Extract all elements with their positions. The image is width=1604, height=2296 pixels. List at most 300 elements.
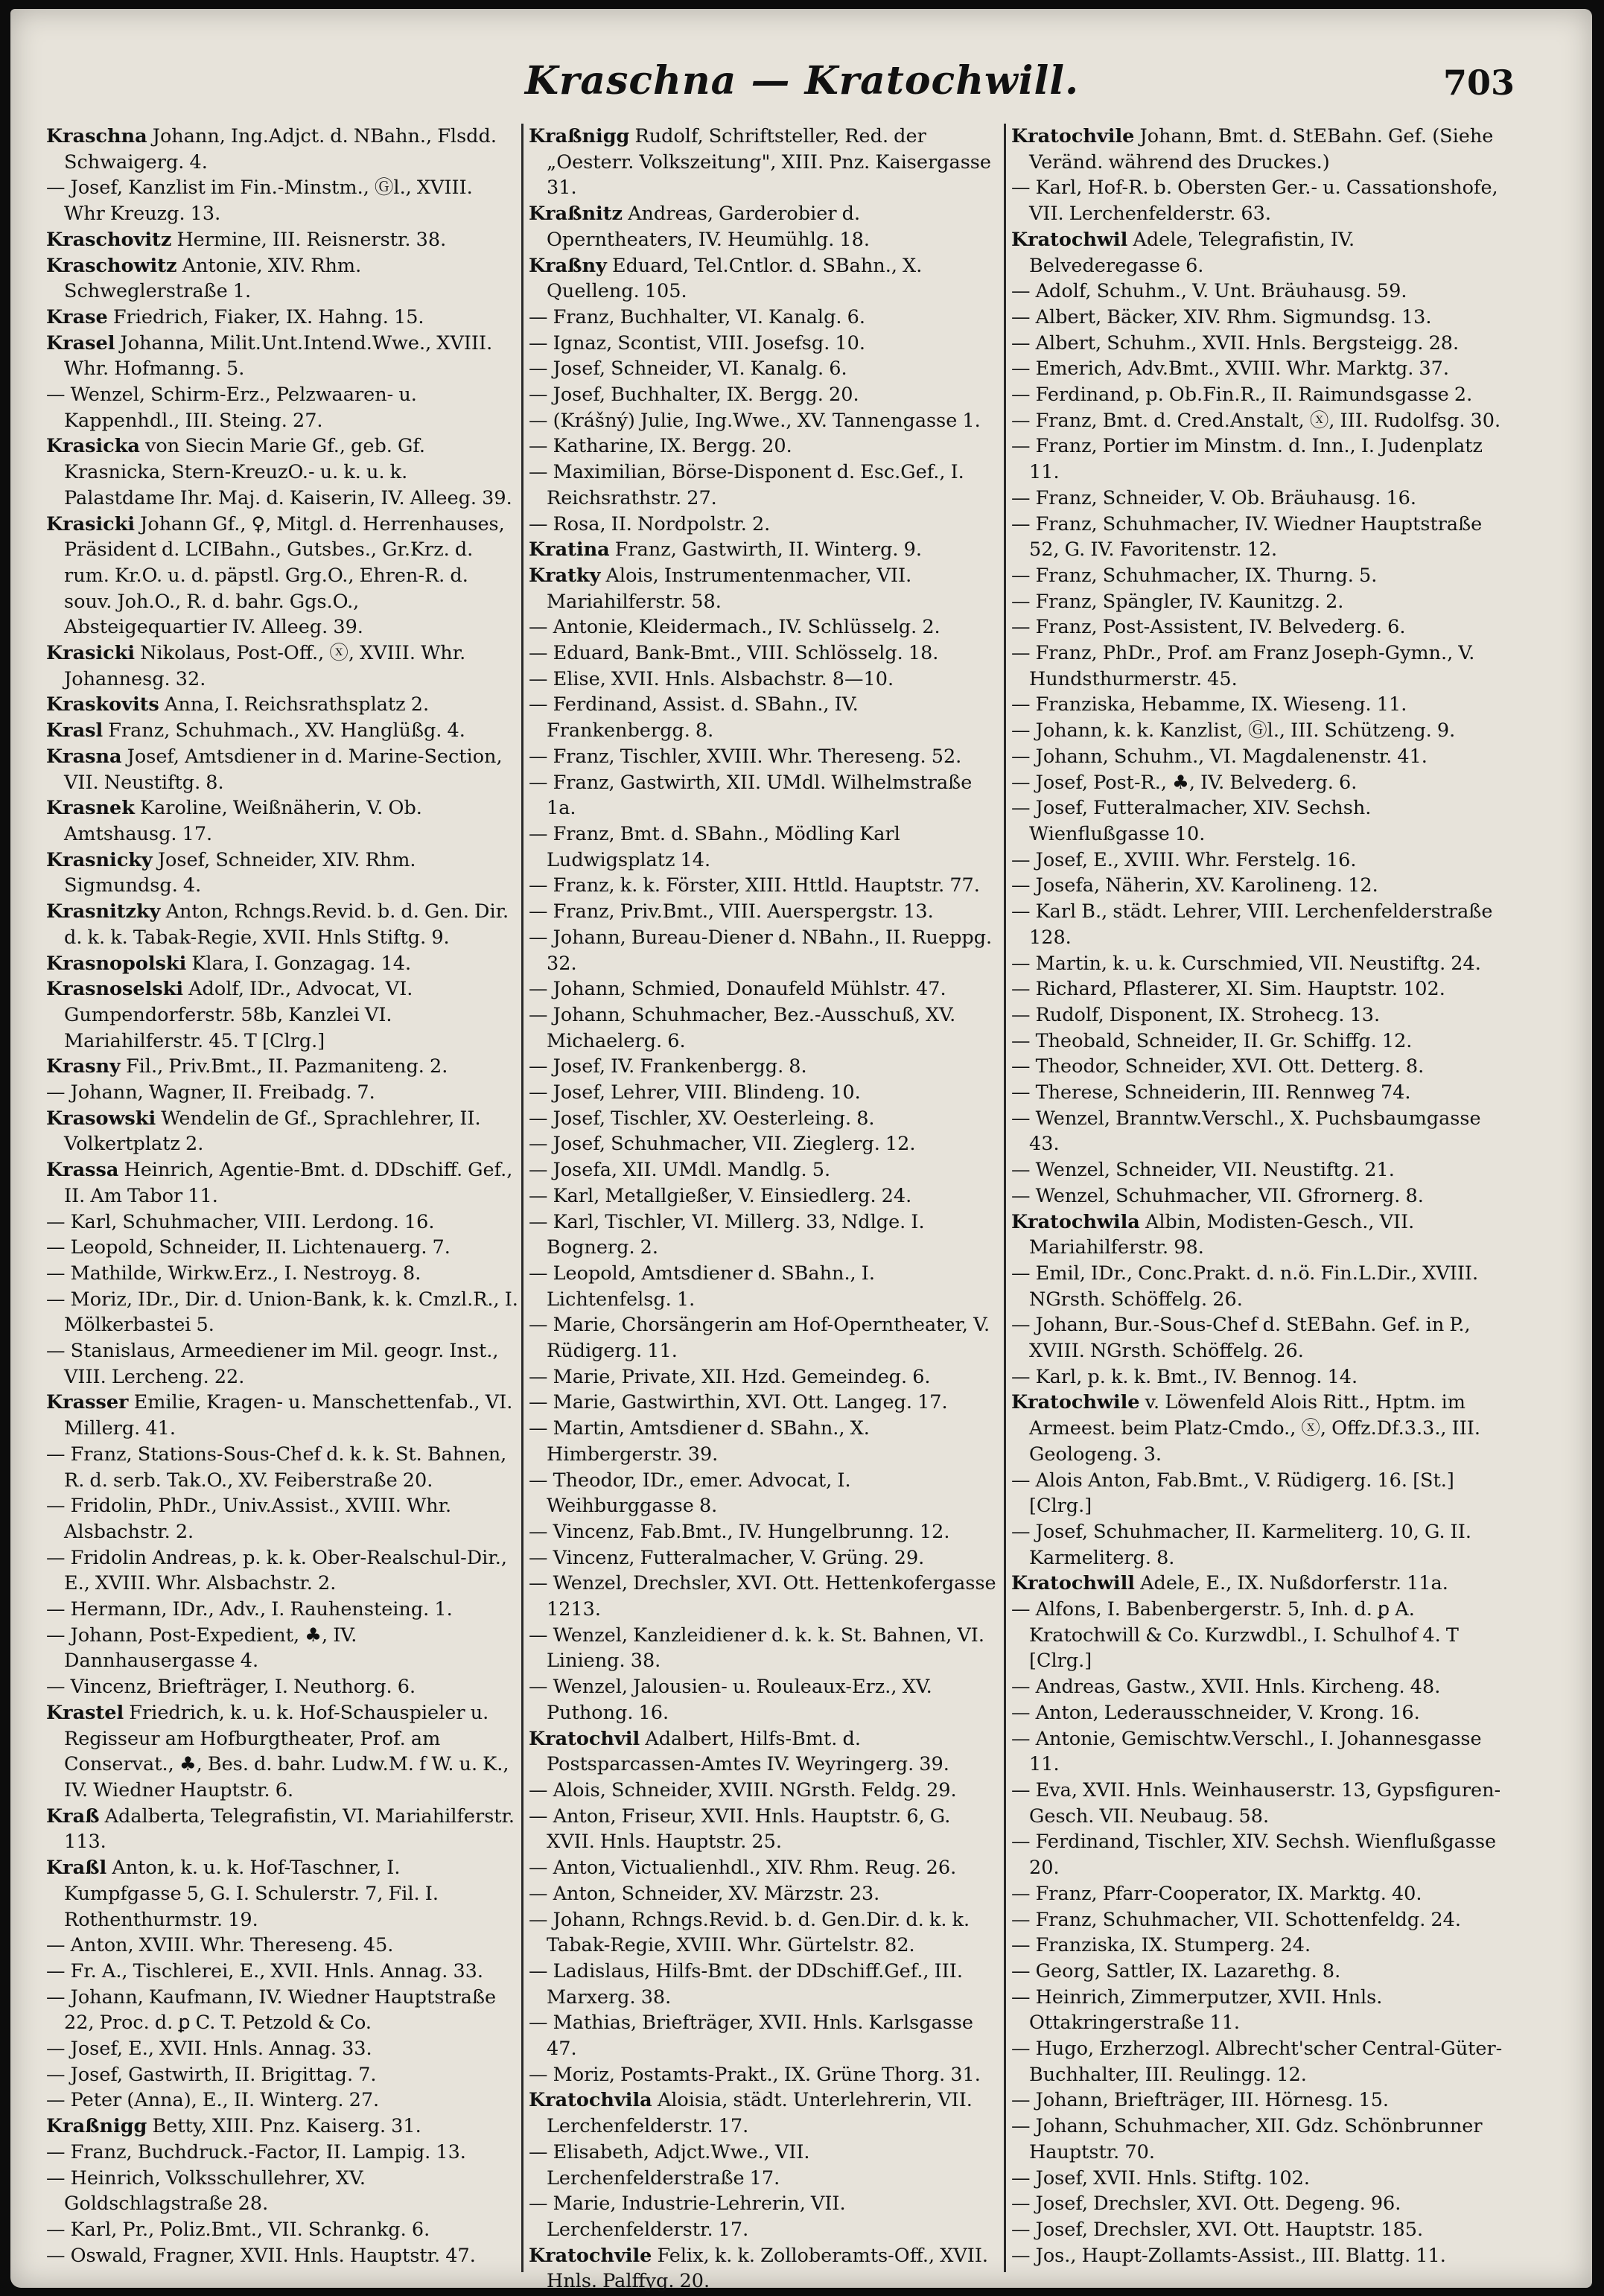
directory-entry — [1011, 1028, 1503, 1055]
entry-text: — Franz, PhDr., Prof. am Franz Joseph-Gymn., V. Hundsthurmerstr. 45. — [1011, 642, 1475, 690]
entry-text: — Johann, Schmied, Donaufeld Mühlstr. 47. — [529, 978, 946, 1001]
directory-entry — [529, 1312, 999, 1364]
directory-entry — [1011, 640, 1503, 692]
directory-entry — [46, 331, 518, 382]
entry-text: — Karl, Schuhmacher, VIII. Lerdong. 16. — [46, 1210, 435, 1233]
directory-entry — [529, 1416, 999, 1467]
entry-surname: Krassa — [46, 1159, 119, 1182]
entry-text: — Hermann, IDr., Adv., I. Rauhensteing. 1. — [46, 1598, 453, 1621]
directory-entry — [1011, 1726, 1503, 1778]
directory-entry — [1011, 1364, 1503, 1390]
directory-entry — [529, 537, 999, 563]
entry-text: — Heinrich, Volksschullehrer, XV. Goldschlagstraße 28. — [46, 2166, 366, 2216]
directory-entry — [46, 1442, 518, 1493]
entry-text: Fil., Priv.Bmt., II. Pazmaniteng. 2. — [125, 1055, 448, 1078]
entry-text: — Vincenz, Briefträger, I. Neuthorg. 6. — [46, 1676, 416, 1699]
directory-entry — [46, 976, 518, 1054]
entry-text: — Josef, Drechsler, XVI. Ott. Hauptstr. 185. — [1011, 2218, 1424, 2241]
entry-text: — Theodor, IDr., emer. Advocat, I. Weihburggasse 8. — [529, 1469, 851, 1518]
entry-surname: Kratochwile — [1011, 1391, 1140, 1414]
directory-entry — [1011, 1002, 1503, 1028]
directory-entry — [1011, 718, 1503, 744]
directory-entry — [1011, 227, 1503, 279]
entry-text: — Alois Anton, Fab.Bmt., V. Rüdigerg. 16. [St.] [Clrg.] — [1011, 1469, 1454, 1518]
directory-entry — [529, 1778, 999, 1804]
directory-entry — [46, 1209, 518, 1236]
entry-text: — Franz, Post-Assistent, IV. Belvederg. 6. — [1011, 616, 1406, 639]
directory-entry — [529, 382, 999, 408]
directory-entry — [1011, 1468, 1503, 1519]
entry-text: — Ferdinand, p. Ob.Fin.R., II. Raimundsgasse 2. — [1011, 384, 1473, 407]
entry-surname: Krase — [46, 305, 108, 328]
directory-column-2 — [529, 124, 999, 2293]
directory-entry — [46, 1597, 518, 1623]
entry-text: — Franz, Schuhmacher, IX. Thurng. 5. — [1011, 564, 1378, 587]
entry-text: Eduard, Tel.Cntlor. d. SBahn., X. Quelleng. 105. — [547, 254, 923, 303]
entry-text: Wendelin de Gf., Sprachlehrer, II. Volkertplatz 2. — [64, 1107, 481, 1156]
directory-entry — [529, 1183, 999, 1209]
entry-surname: Krasny — [46, 1055, 121, 1078]
directory-entry — [1011, 1106, 1503, 1157]
directory-entry — [1011, 2087, 1503, 2114]
directory-entry — [529, 2243, 999, 2295]
directory-entry — [1011, 951, 1503, 977]
entry-surname: Krasel — [46, 331, 115, 354]
entry-text: — Anton, Lederausschneider, V. Krong. 16. — [1011, 1701, 1420, 1724]
directory-column-3 — [1011, 124, 1503, 2276]
directory-entry — [529, 253, 999, 305]
directory-entry — [1011, 382, 1503, 408]
entry-text: Johanna, Milit.Unt.Intend.Wwe., XVIII. Whr. Hofmanng. 5. — [64, 331, 493, 381]
entry-text: — Peter (Anna), E., II. Winterg. 27. — [46, 2089, 380, 2112]
entry-surname: Krasnitzky — [46, 900, 161, 923]
entry-text: — Wenzel, Schuhmacher, VII. Gfrornerg. 8. — [1011, 1184, 1424, 1207]
directory-entry — [529, 1080, 999, 1106]
directory-entry — [529, 1157, 999, 1183]
directory-entry — [46, 305, 518, 331]
directory-entry — [1011, 1571, 1503, 1597]
directory-entry — [529, 770, 999, 821]
entry-text: — Martin, Amtsdiener d. SBahn., X. Himbergerstr. 39. — [529, 1417, 870, 1466]
directory-entry — [1011, 1390, 1503, 1467]
directory-entry — [529, 2010, 999, 2061]
directory-entry — [529, 1855, 999, 1881]
directory-entry — [46, 227, 518, 253]
directory-entry — [529, 976, 999, 1002]
entry-text: — Emil, IDr., Conc.Prakt. d. n.ö. Fin.L.Dir., XVIII. NGrsth. Schöffelg. 26. — [1011, 1262, 1479, 1311]
entry-surname: Krasicki — [46, 642, 136, 665]
entry-text: — Franz, Spängler, IV. Kaunitzg. 2. — [1011, 590, 1344, 613]
entry-text: — Vincenz, Futteralmacher, V. Grüng. 29. — [529, 1546, 925, 1569]
entry-text: — Anton, Friseur, XVII. Hnls. Hauptstr. 6, G. XVII. Hnls. Hauptstr. 25. — [529, 1804, 951, 1854]
entry-text: — (Krášný) Julie, Ing.Wwe., XV. Tannengasse 1. — [529, 409, 981, 432]
entry-text: — Elise, XVII. Hnls. Alsbachstr. 8—10. — [529, 667, 894, 690]
entry-text: Johann Gf., ♀, Mitgl. d. Herrenhauses, Präsident d. LCIBahn., Gutsbes., Gr.Krz. d. rum. Kr.O. u. d. päpstl. Grg.O., Ehren-R. d. souv. Joh.O., R. d. bahr. Ggs.O., Absteigequartier IV. Alleeg. 39. — [64, 512, 505, 639]
directory-entry — [529, 1519, 999, 1545]
entry-text: Friedrich, Fiaker, IX. Hahng. 15. — [112, 305, 424, 328]
directory-entry — [529, 1907, 999, 1959]
entry-text: — Franz, Stations-Sous-Chef d. k. k. St. Bahnen, R. d. serb. Tak.O., XV. Feiberstraße 20. — [46, 1443, 507, 1492]
directory-entry — [1011, 770, 1503, 796]
entry-surname: Krasser — [46, 1391, 129, 1414]
entry-text: Adalberta, Telegrafistin, VI. Mariahilferstr. 113. — [64, 1804, 515, 1854]
directory-entry — [46, 2114, 518, 2140]
directory-entry — [1011, 563, 1503, 589]
directory-entry — [1011, 1985, 1503, 2036]
entry-text: von Siecin Marie Gf., geb. Gf. Krasnicka, Stern-KreuzO.- u. k. u. k. Palastdame Ihr. Maj. d. Kaiserin, IV. Alleeg. 39. — [64, 435, 512, 509]
entry-text: — Elisabeth, Adjct.Wwe., VII. Lerchenfelderstraße 17. — [529, 2140, 810, 2190]
directory-entry — [529, 305, 999, 331]
directory-entry — [529, 1261, 999, 1312]
directory-entry — [1011, 795, 1503, 847]
directory-entry — [529, 640, 999, 667]
entry-surname: Kratochvil — [529, 1727, 640, 1750]
directory-entry — [1011, 848, 1503, 874]
directory-entry — [1011, 1054, 1503, 1080]
entry-text: — Leopold, Amtsdiener d. SBahn., I. Lichtenfelsg. 1. — [529, 1262, 875, 1311]
directory-entry — [1011, 899, 1503, 950]
entry-text: — Hugo, Erzherzogl. Albrecht'scher Central-Güter-Buchhalter, III. Reulingg. 12. — [1011, 2038, 1503, 2086]
entry-text: — Wenzel, Schneider, VII. Neustiftg. 21. — [1011, 1159, 1395, 1182]
directory-entry — [529, 1959, 999, 2010]
directory-entry — [46, 1106, 518, 1157]
directory-entry — [1011, 1778, 1503, 1829]
entry-text: Josef, Amtsdiener in d. Marine-Section, VII. Neustiftg. 8. — [64, 745, 503, 794]
entry-text: — Albert, Bäcker, XIV. Rhm. Sigmundsg. 13. — [1011, 305, 1432, 328]
entry-surname: Krasnoselski — [46, 978, 184, 1001]
entry-text: — Georg, Sattler, IX. Lazarethg. 8. — [1011, 1959, 1341, 1982]
directory-entry — [46, 1623, 518, 1674]
entry-text: — Josef, Lehrer, VIII. Blindeng. 10. — [529, 1081, 861, 1104]
entry-text: — Wenzel, Schirm-Erz., Pelzwaaren- u. Kappenhdl., III. Steing. 27. — [46, 384, 417, 432]
directory-entry — [529, 1364, 999, 1390]
entry-text: — Marie, Industrie-Lehrerin, VII. Lerchenfelderstr. 17. — [529, 2192, 846, 2241]
directory-entry — [46, 1157, 518, 1209]
directory-entry — [46, 175, 518, 226]
entry-surname: Kratochwila — [1011, 1210, 1140, 1233]
entry-text: — Johann, Schuhmacher, Bez.-Ausschuß, XV. Michaelerg. 6. — [529, 1003, 956, 1052]
directory-entry — [529, 1054, 999, 1080]
directory-entry — [529, 1390, 999, 1416]
directory-entry — [46, 1933, 518, 1959]
entry-text: — Stanislaus, Armeediener im Mil. geogr. Inst., VIII. Lercheng. 22. — [46, 1340, 499, 1388]
entry-text: — Moriz, Postamts-Prakt., IX. Grüne Thorg. 31. — [529, 2063, 981, 2086]
directory-entry — [529, 1545, 999, 1571]
directory-entry — [46, 951, 518, 977]
directory-entry — [46, 1338, 518, 1390]
directory-entry — [529, 201, 999, 252]
entry-text: Franz, Gastwirth, II. Winterg. 9. — [614, 538, 922, 562]
directory-entry — [1011, 873, 1503, 899]
entry-surname: Krasnek — [46, 797, 135, 820]
entry-text: Anton, k. u. k. Hof-Taschner, I. Kumpfgasse 5, G. I. Schulerstr. 7, Fil. I. Rothenthurmstr. 19. — [64, 1857, 439, 1931]
directory-entry — [529, 2062, 999, 2088]
directory-entry — [1011, 1080, 1503, 1106]
entry-text: — Josef, Kanzlist im Fin.-Minstm., Ⓖl., XVIII. Whr Kreuzg. 13. — [46, 177, 473, 226]
directory-entry — [1011, 1261, 1503, 1312]
entry-text: Adalbert, Hilfs-Bmt. d. Postsparcassen-Amtes IV. Weyringerg. 39. — [547, 1727, 949, 1776]
entry-text: — Leopold, Schneider, II. Lichtenauerg. 7. — [46, 1236, 451, 1259]
entry-text: — Josef, Post-R., ♣, IV. Belvederg. 6. — [1011, 771, 1358, 794]
entry-text: Friedrich, k. u. k. Hof-Schauspieler u. Regisseur am Hofburgtheater, Prof. am Conservat., ♣, Bes. d. bahr. Ludw.M. f W. u. K., IV. Wiedner Hauptstr. 6. — [64, 1701, 509, 1801]
directory-entry — [1011, 433, 1503, 485]
directory-entry — [46, 1855, 518, 1933]
directory-entry — [529, 1881, 999, 1907]
entry-text: — Rudolf, Disponent, IX. Strohecg. 13. — [1011, 1003, 1381, 1026]
directory-entry — [46, 253, 518, 305]
directory-entry — [46, 2087, 518, 2114]
entry-text: — Josefa, XII. UMdl. Mandlg. 5. — [529, 1159, 831, 1182]
directory-entry — [1011, 331, 1503, 357]
entry-text: — Emerich, Adv.Bmt., XVIII. Whr. Marktg. 37. — [1011, 357, 1449, 381]
entry-text: — Franziska, Hebamme, IX. Wieseng. 11. — [1011, 693, 1407, 716]
entry-text: Adolf, IDr., Advocat, VI. Gumpendorferstr. 58b, Kanzlei VI. Mariahilferstr. 45. T [Clrg.] — [64, 978, 413, 1052]
entry-text: — Josef, Buchhalter, IX. Bergg. 20. — [529, 384, 859, 407]
directory-entry — [1011, 614, 1503, 640]
directory-entry — [1011, 124, 1503, 175]
directory-entry — [1011, 744, 1503, 770]
entry-text: — Theobald, Schneider, II. Gr. Schiffg. 12. — [1011, 1029, 1413, 1052]
entry-text: — Richard, Pflasterer, XI. Sim. Hauptstr. 102. — [1011, 978, 1445, 1001]
entry-text: — Franz, Buchdruck.-Factor, II. Lampig. 13. — [46, 2140, 466, 2163]
directory-entry — [529, 356, 999, 382]
entry-text: — Johann, Rchngs.Revid. b. d. Gen.Dir. d. k. k. Tabak-Regie, XVIII. Whr. Gürtelstr. 82. — [529, 1908, 970, 1957]
entry-text: Andreas, Garderobier d. Operntheaters, IV. Heumühlg. 18. — [547, 203, 870, 251]
entry-text: — Antonie, Gemischtw.Verschl., I. Johannesgasse 11. — [1011, 1727, 1482, 1776]
directory-entry — [1011, 1881, 1503, 1907]
entry-surname: Kraskovits — [46, 693, 159, 716]
entry-surname: Kratochvile — [529, 2244, 652, 2267]
entry-text: — Albert, Schuhm., XVII. Hnls. Bergsteigg. 28. — [1011, 331, 1460, 354]
directory-entry — [46, 1493, 518, 1545]
entry-text: Karoline, Weißnäherin, V. Ob. Amtshausg. 17. — [64, 797, 422, 845]
directory-entry — [529, 433, 999, 459]
entry-text: — Ladislaus, Hilfs-Bmt. der DDschiff.Gef., III. Marxerg. 38. — [529, 1959, 963, 2009]
directory-entry — [46, 848, 518, 899]
entry-text: — Josef, XVII. Hnls. Stiftg. 102. — [1011, 2166, 1311, 2190]
entry-text: — Josef, Futteralmacher, XIV. Sechsh. Wienflußgasse 10. — [1011, 797, 1372, 845]
directory-entry — [46, 1235, 518, 1261]
entry-text: — Fridolin Andreas, p. k. k. Ober-Realschul-Dir., E., XVIII. Whr. Alsbachstr. 2. — [46, 1546, 507, 1595]
directory-entry — [529, 459, 999, 511]
entry-surname: Kratochvile — [1011, 125, 1135, 147]
entry-text: — Adolf, Schuhm., V. Unt. Bräuhausg. 59. — [1011, 280, 1407, 303]
entry-text: — Franz, Tischler, XVIII. Whr. Thereseng. 52. — [529, 745, 962, 768]
entry-text: — Theodor, Schneider, XVI. Ott. Detterg. 8. — [1011, 1055, 1425, 1078]
directory-entry — [46, 1700, 518, 1804]
directory-entry — [1011, 356, 1503, 382]
directory-entry — [46, 718, 518, 744]
directory-entry — [46, 899, 518, 950]
entry-text: — Josef, Tischler, XV. Oesterleing. 8. — [529, 1107, 875, 1130]
entry-surname: Krasnicky — [46, 848, 153, 871]
entry-text: — Vincenz, Fab.Bmt., IV. Hungelbrunng. 12. — [529, 1520, 950, 1543]
directory-entry — [529, 1804, 999, 1855]
entry-text: — Josef, Schneider, VI. Kanalg. 6. — [529, 357, 847, 381]
entry-surname: Krastel — [46, 1701, 124, 1724]
entry-text: — Eduard, Bank-Bmt., VIII. Schlösselg. 18. — [529, 642, 939, 665]
directory-entry — [1011, 512, 1503, 563]
entry-text: — Wenzel, Kanzleidiener d. k. k. St. Bahnen, VI. Linieng. 38. — [529, 1624, 984, 1673]
entry-text: Felix, k. k. Zolloberamts-Off., XVII. Hnls. Palffyg. 20. — [547, 2244, 989, 2293]
entry-text: — Franz, Pfarr-Cooperator, IX. Marktg. 40. — [1011, 1882, 1422, 1905]
directory-entry — [529, 873, 999, 899]
entry-text: — Josef, IV. Frankenbergg. 8. — [529, 1055, 807, 1078]
entry-text: — Karl, Hof-R. b. Obersten Ger.- u. Cassationshofe, VII. Lerchenfelderstr. 63. — [1011, 177, 1498, 226]
directory-entry — [1011, 2166, 1503, 2192]
directory-entry — [1011, 1959, 1503, 1985]
directory-entry — [1011, 2243, 1503, 2269]
entry-text: Johann, Bmt. d. StEBahn. Gef. (Siehe Veränd. während des Druckes.) — [1029, 125, 1494, 174]
entry-text: — Andreas, Gastw., XVII. Hnls. Kircheng. 48. — [1011, 1676, 1441, 1699]
directory-entry — [529, 408, 999, 434]
directory-entry — [529, 2140, 999, 2191]
directory-entry — [529, 2191, 999, 2242]
directory-entry — [1011, 305, 1503, 331]
directory-entry — [1011, 486, 1503, 512]
directory-entry — [1011, 1157, 1503, 1183]
directory-entry — [529, 563, 999, 614]
entry-text: — Rosa, II. Nordpolstr. 2. — [529, 512, 771, 535]
entry-text: — Josef, E., XVII. Hnls. Annag. 33. — [46, 2038, 372, 2061]
entry-text: — Johann, k. k. Kanzlist, Ⓖl., III. Schützeng. 9. — [1011, 719, 1456, 742]
entry-text: — Ignaz, Scontist, VIII. Josefsg. 10. — [529, 331, 865, 354]
directory-entry — [46, 1261, 518, 1287]
column-divider — [521, 124, 523, 2272]
entry-text: — Johann, Briefträger, III. Hörnesg. 15. — [1011, 2089, 1390, 2112]
entry-text: — Marie, Private, XII. Hzd. Gemeindeg. 6. — [529, 1365, 931, 1388]
entry-text: — Eva, XVII. Hnls. Weinhauserstr. 13, Gypsfiguren-Gesch. VII. Neubaug. 58. — [1011, 1779, 1501, 1828]
entry-text: — Ferdinand, Assist. d. SBahn., IV. Frankenbergg. 8. — [529, 693, 859, 742]
directory-entry — [1011, 1829, 1503, 1880]
directory-entry — [46, 692, 518, 718]
running-title: Kraschna — Kratochwill. — [524, 58, 1080, 104]
entry-text: — Katharine, IX. Bergg. 20. — [529, 435, 792, 458]
directory-entry — [529, 2087, 999, 2139]
directory-entry — [46, 1545, 518, 1597]
directory-entry — [46, 1287, 518, 1338]
page-header — [0, 52, 1604, 119]
directory-entry — [529, 124, 999, 201]
entry-text: — Maximilian, Börse-Disponent d. Esc.Gef., I. Reichsrathstr. 27. — [529, 461, 964, 509]
directory-entry — [46, 1674, 518, 1700]
directory-entry — [1011, 1700, 1503, 1726]
entry-surname: Kraschovitz — [46, 228, 172, 251]
entry-text: — Franziska, IX. Stumperg. 24. — [1011, 1934, 1311, 1957]
directory-entry — [46, 2140, 518, 2166]
directory-entry — [529, 899, 999, 925]
directory-entry — [46, 433, 518, 511]
entry-text: — Mathilde, Wirkw.Erz., I. Nestroyg. 8. — [46, 1262, 421, 1285]
directory-entry — [529, 1468, 999, 1519]
directory-column-1 — [46, 124, 518, 2276]
directory-entry — [1011, 2114, 1503, 2165]
entry-text: — Heinrich, Zimmerputzer, XVII. Hnls. Ottakringerstraße 11. — [1011, 1985, 1383, 2035]
entry-text: — Franz, Schuhmacher, VII. Schottenfeldg. 24. — [1011, 1908, 1461, 1931]
entry-surname: Kratochwil — [1011, 228, 1128, 251]
entry-text: — Wenzel, Drechsler, XVI. Ott. Hettenkofergasse 1213. — [529, 1572, 996, 1621]
entry-text: — Wenzel, Jalousien- u. Rouleaux-Erz., XV. Puthong. 16. — [529, 1676, 932, 1724]
directory-entry — [46, 1985, 518, 2036]
entry-text: — Moriz, IDr., Dir. d. Union-Bank, k. k. Cmzl.R., I. Mölkerbastei 5. — [46, 1288, 518, 1337]
directory-entry — [529, 331, 999, 357]
entry-text: — Josef, Drechsler, XVI. Ott. Degeng. 96. — [1011, 2192, 1401, 2216]
directory-entry — [46, 124, 518, 175]
entry-surname: Kratky — [529, 564, 601, 587]
directory-entry — [1011, 1907, 1503, 1933]
directory-entry — [1011, 589, 1503, 615]
directory-entry — [1011, 1183, 1503, 1209]
directory-entry — [529, 821, 999, 873]
entry-text: — Johann, Schuhm., VI. Magdalenenstr. 41. — [1011, 745, 1428, 768]
entry-text: — Franz, k. k. Förster, XIII. Httld. Hauptstr. 77. — [529, 874, 980, 897]
entry-text: — Johann, Bur.-Sous-Chef d. StEBahn. Gef. in P., XVIII. NGrsth. Schöffelg. 26. — [1011, 1314, 1471, 1363]
entry-text: — Wenzel, Branntw.Verschl., X. Puchsbaumgasse 43. — [1011, 1107, 1481, 1156]
entry-text: — Josef, E., XVIII. Whr. Ferstelg. 16. — [1011, 848, 1357, 871]
directory-entry — [46, 382, 518, 433]
entry-text: — Martin, k. u. k. Curschmied, VII. Neustiftg. 24. — [1011, 952, 1481, 975]
directory-entry — [1011, 1933, 1503, 1959]
directory-entry — [1011, 279, 1503, 305]
entry-text: — Karl, Tischler, VI. Millerg. 33, Ndlge. I. Bognerg. 2. — [529, 1210, 925, 1259]
entry-text: Aloisia, städt. Unterlehrerin, VII. Lerchenfelderstr. 17. — [547, 2089, 973, 2138]
entry-surname: Krasowski — [46, 1107, 156, 1130]
directory-entry — [529, 667, 999, 693]
directory-entry — [46, 1390, 518, 1441]
entry-text: — Johann, Bureau-Diener d. NBahn., II. Rueppg. 32. — [529, 926, 993, 975]
entry-text: Rudolf, Schriftsteller, Red. der „Oesterr. Volkszeitung", XIII. Pnz. Kaisergasse 31. — [547, 125, 991, 200]
entry-text: — Josef, Schuhmacher, VII. Zieglerg. 12. — [529, 1133, 916, 1156]
entry-surname: Kraß — [46, 1804, 100, 1828]
directory-entry — [529, 512, 999, 538]
directory-entry — [1011, 1312, 1503, 1364]
entry-text: Franz, Schuhmach., XV. Hanglüßg. 4. — [108, 719, 465, 742]
entry-surname: Kratochwill — [1011, 1572, 1135, 1595]
entry-surname: Krasna — [46, 745, 122, 768]
directory-entry — [46, 2243, 518, 2269]
directory-entry — [529, 1209, 999, 1261]
directory-entry — [529, 1571, 999, 1622]
directory-entry — [1011, 1209, 1503, 1261]
entry-text: — Franz, Priv.Bmt., VIII. Auerspergstr. 13. — [529, 900, 934, 923]
directory-entry — [46, 2166, 518, 2217]
entry-text: — Franz, Bmt. d. SBahn., Mödling Karl Ludwigsplatz 14. — [529, 822, 900, 871]
directory-entry — [1011, 2217, 1503, 2243]
entry-surname: Kraßnigg — [46, 2115, 147, 2138]
directory-entry — [46, 640, 518, 692]
entry-text: — Johann, Wagner, II. Freibadg. 7. — [46, 1081, 375, 1104]
entry-text: — Josef, Schuhmacher, II. Karmeliterg. 10, G. II. Karmeliterg. 8. — [1011, 1520, 1471, 1569]
entry-text: Adele, Telegrafistin, IV. Belvederegasse 6. — [1029, 228, 1355, 277]
entry-text: — Karl, Pr., Poliz.Bmt., VII. Schrankg. 6. — [46, 2218, 430, 2241]
entry-text: — Karl B., städt. Lehrer, VIII. Lerchenfelderstraße 128. — [1011, 900, 1493, 949]
directory-entry — [46, 1080, 518, 1106]
entry-text: — Ferdinand, Tischler, XIV. Sechsh. Wienflußgasse 20. — [1011, 1831, 1497, 1880]
directory-entry — [529, 1106, 999, 1132]
entry-text: — Marie, Chorsängerin am Hof-Operntheater, V. Rüdigerg. 11. — [529, 1314, 990, 1363]
entry-text: — Anton, Schneider, XV. Märzstr. 23. — [529, 1882, 880, 1905]
directory-entry — [1011, 1519, 1503, 1571]
directory-entry — [529, 744, 999, 770]
entry-surname: Kraschna — [46, 125, 147, 147]
entry-text: Nikolaus, Post-Off., ⓧ, XVIII. Whr. Johannesg. 32. — [64, 642, 466, 690]
directory-entry — [1011, 2191, 1503, 2217]
entry-text: Albin, Modisten-Gesch., VII. Mariahilferstr. 98. — [1029, 1210, 1415, 1259]
directory-entry — [529, 614, 999, 640]
entry-surname: Krasicki — [46, 512, 136, 535]
directory-entry — [46, 795, 518, 847]
entry-text: Anton, Rchngs.Revid. b. d. Gen. Dir. d. k. k. Tabak-Regie, XVII. Hnls Stiftg. 9. — [64, 900, 509, 949]
